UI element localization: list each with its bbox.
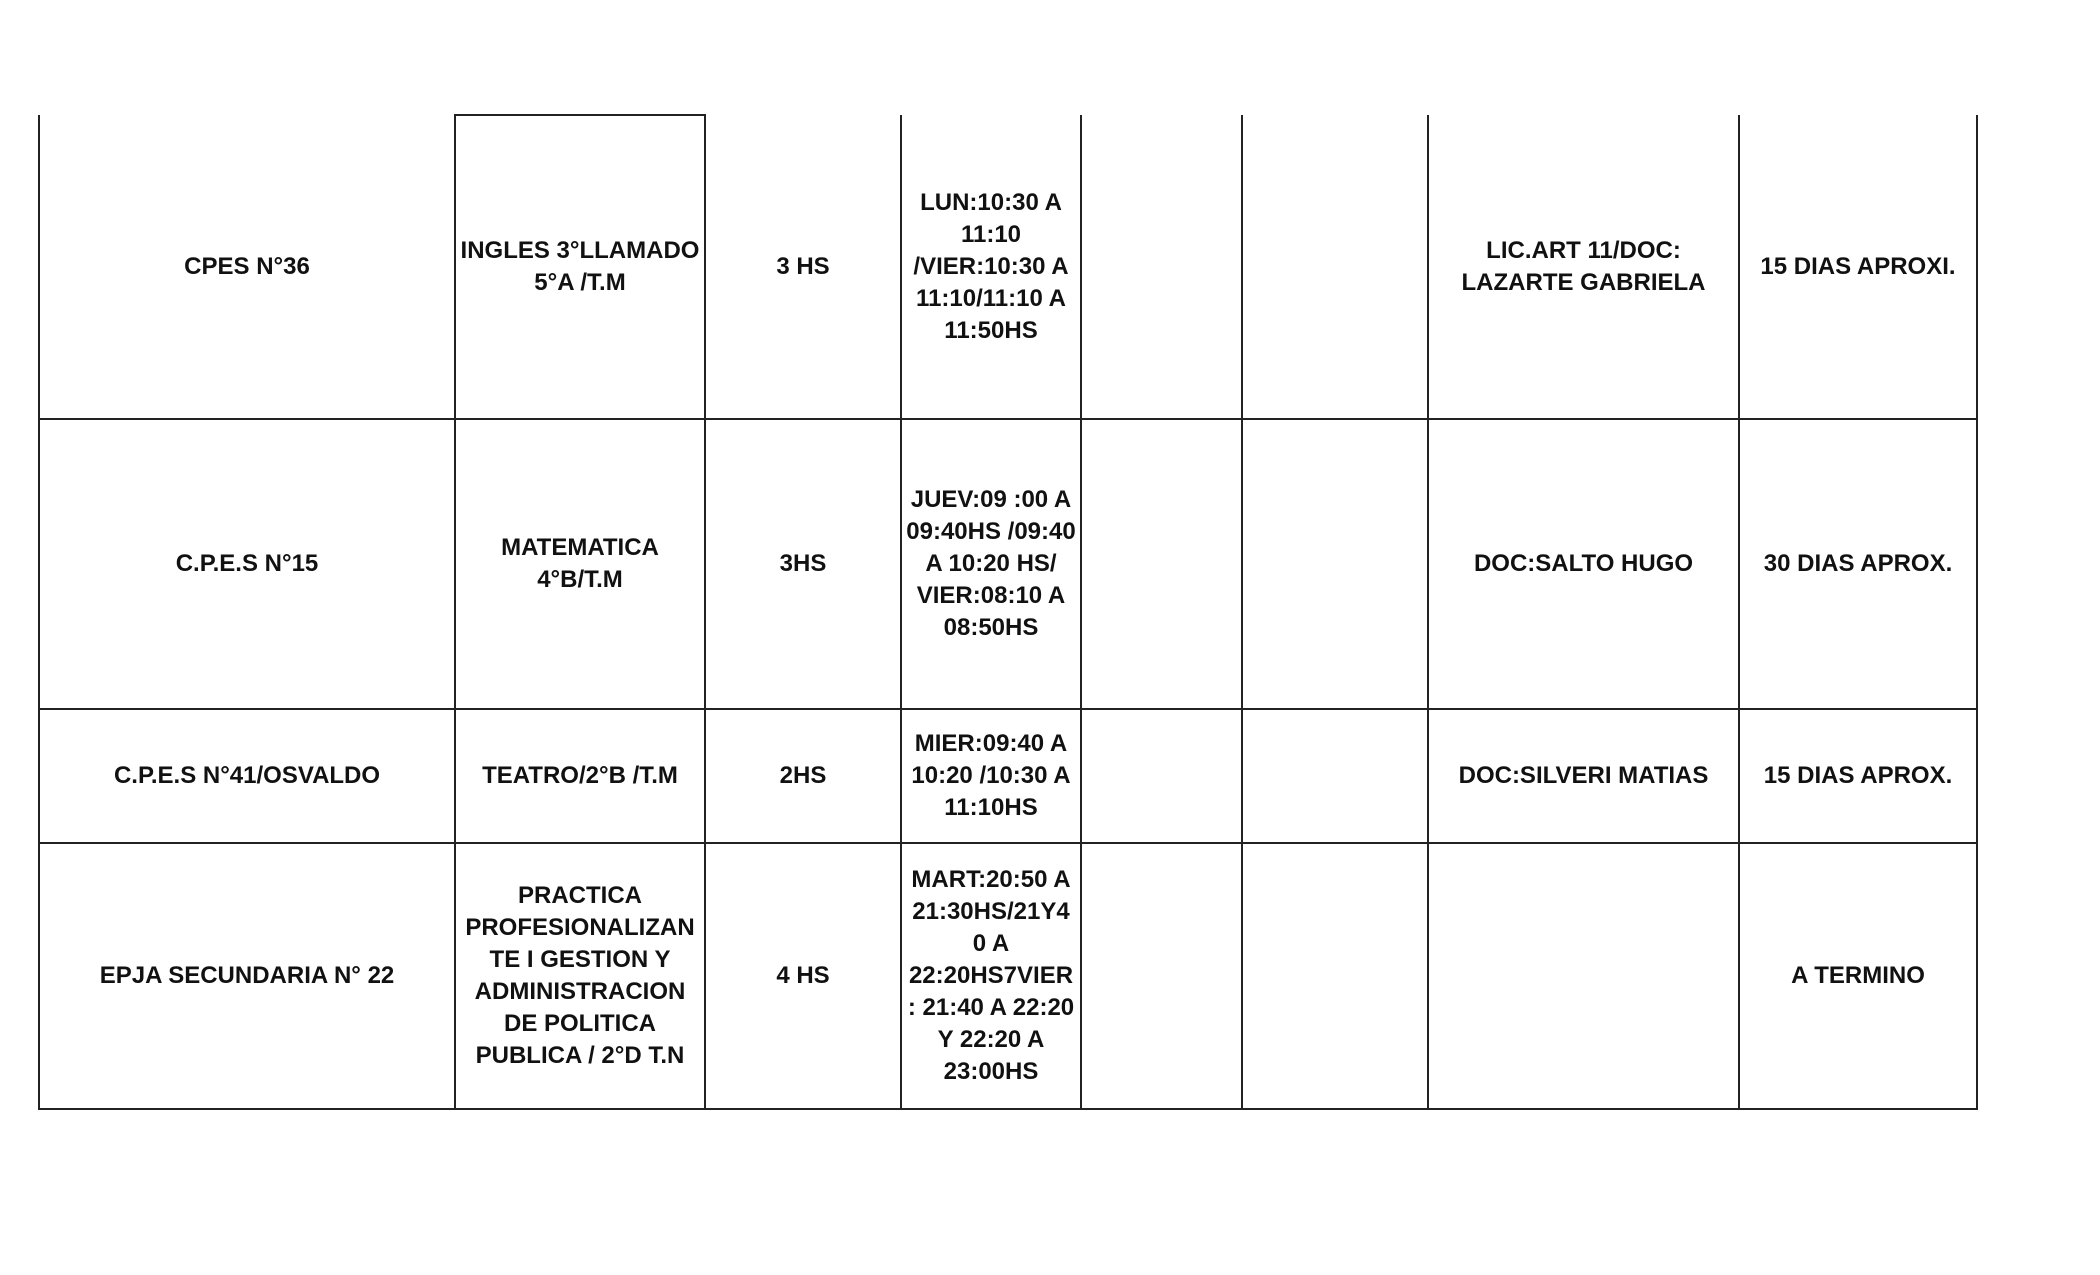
duration-text: 30 DIAS APROX. bbox=[1763, 550, 1953, 577]
school-text: CPES N°36 bbox=[184, 252, 310, 280]
reason-text: DOC:SILVERI MATIAS bbox=[1458, 762, 1709, 789]
reason-text: DOC:SALTO HUGO bbox=[1473, 550, 1694, 577]
table-row bbox=[39, 419, 1977, 709]
school-cell bbox=[39, 843, 455, 1109]
duration-text: 15 DIAS APROX. bbox=[1763, 762, 1953, 789]
school-text: EPJA SECUNDARIA N° 22 bbox=[99, 962, 395, 989]
schedule-text: JUEV:09 :00 A 09:40HS /09:40 A 10:20 HS/ VIER:08:10 A 08:50HS bbox=[906, 486, 1076, 641]
duration-text: A TERMINO bbox=[1791, 962, 1925, 989]
duration-cell bbox=[1739, 115, 1977, 419]
hours-cell bbox=[705, 419, 901, 709]
hours-cell bbox=[705, 709, 901, 843]
schedule-cell bbox=[901, 419, 1081, 709]
schedule-text: MIER:09:40 A 10:20 /10:30 A 11:10HS bbox=[911, 730, 1071, 821]
hours-cell bbox=[705, 843, 901, 1109]
hours-text: 3HS bbox=[779, 550, 827, 577]
empty-cell bbox=[1081, 115, 1242, 419]
empty-cell bbox=[1242, 843, 1428, 1109]
hours-text: 2HS bbox=[779, 762, 827, 789]
reason-cell bbox=[1428, 419, 1739, 709]
hours-text: 4 HS bbox=[776, 962, 830, 989]
school-text: C.P.E.S N°15 bbox=[175, 550, 319, 577]
hours-cell bbox=[705, 115, 901, 419]
subject-cell bbox=[455, 709, 705, 843]
subject-text: INGLES 3°LLAMADO 5°A /T.M bbox=[460, 237, 700, 296]
school-cell bbox=[39, 709, 455, 843]
subject-text: MATEMATICA 4°B/T.M bbox=[501, 534, 659, 593]
empty-cell bbox=[1081, 709, 1242, 843]
schedule-cell bbox=[901, 115, 1081, 419]
school-text: C.P.E.S N°41/OSVALDO bbox=[113, 762, 381, 789]
schedule-text: LUN:10:30 A 11:10 /VIER:10:30 A 11:10/11:10 A 11:50HS bbox=[913, 188, 1069, 344]
reason-text: LIC.ART 11/DOC: LAZARTE GABRIELA bbox=[1461, 236, 1706, 296]
subject-cell bbox=[455, 843, 705, 1109]
vacancy-table bbox=[38, 114, 1978, 1110]
empty-cell bbox=[1081, 419, 1242, 709]
schedule-cell bbox=[901, 843, 1081, 1109]
empty-cell bbox=[1242, 709, 1428, 843]
schedule-text: MART:20:50 A 21:30HS/21Y40 A 22:20HS7VIER: 21:40 A 22:20 Y 22:20 A 23:00HS bbox=[907, 866, 1075, 1085]
schedule-cell bbox=[901, 709, 1081, 843]
table-row bbox=[39, 709, 1977, 843]
subject-text: TEATRO/2°B /T.M bbox=[482, 762, 678, 789]
reason-cell bbox=[1428, 709, 1739, 843]
table-row bbox=[39, 115, 1977, 419]
duration-text: 15 DIAS APROXI. bbox=[1760, 252, 1956, 280]
duration-cell bbox=[1739, 419, 1977, 709]
empty-cell bbox=[1242, 419, 1428, 709]
empty-cell bbox=[1242, 115, 1428, 419]
subject-cell bbox=[455, 419, 705, 709]
subject-cell bbox=[455, 115, 705, 419]
reason-cell bbox=[1428, 843, 1739, 1109]
duration-cell bbox=[1739, 843, 1977, 1109]
duration-cell bbox=[1739, 709, 1977, 843]
school-cell bbox=[39, 419, 455, 709]
hours-text: 3 HS bbox=[776, 252, 830, 280]
reason-cell bbox=[1428, 115, 1739, 419]
school-cell bbox=[39, 115, 455, 419]
table-row bbox=[39, 843, 1977, 1109]
empty-cell bbox=[1081, 843, 1242, 1109]
subject-text: PRACTICA PROFESIONALIZANTE I GESTION Y ADMINISTRACION DE POLITICA PUBLICA / 2°D T.N bbox=[465, 882, 695, 1069]
